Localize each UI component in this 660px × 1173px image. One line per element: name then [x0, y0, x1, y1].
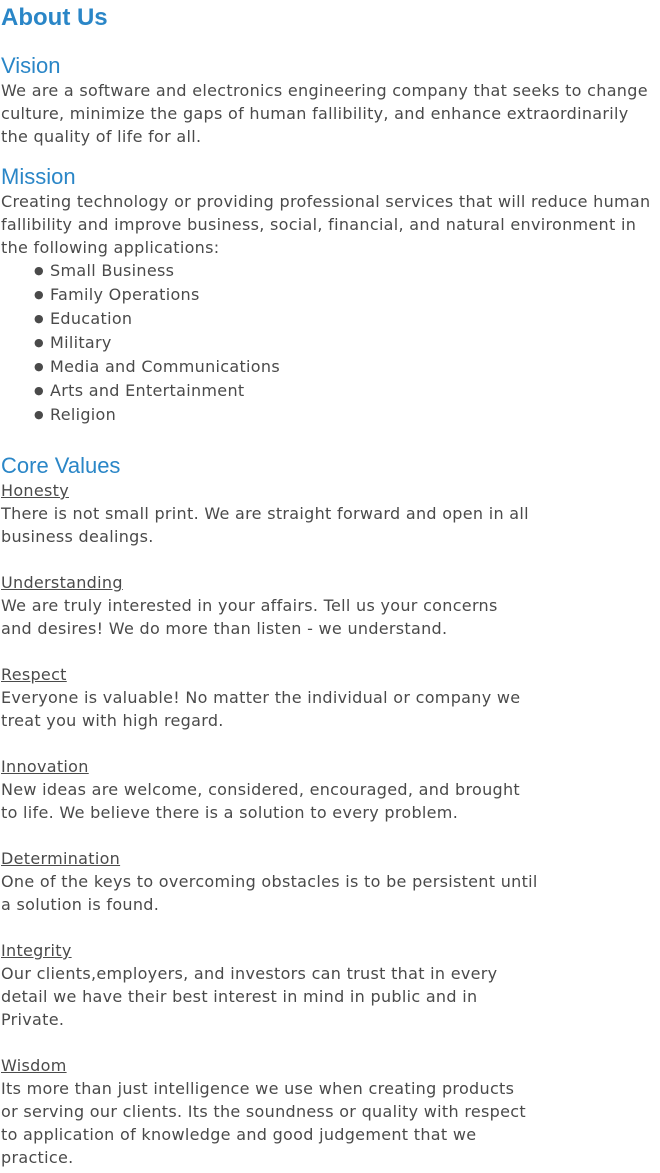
value-understanding: [1, 571, 660, 640]
list-item: ● Arts and Entertainment: [34, 379, 660, 403]
value-line: a solution is found.: [1, 895, 160, 914]
list-item: ● Small Business: [34, 259, 660, 283]
value-wisdom: [1, 1054, 660, 1169]
value-title: Wisdom: [1, 1056, 67, 1075]
value-line: and desires! We do more than listen - we understand.: [1, 619, 448, 638]
value-honesty: [1, 479, 660, 548]
about-page: [0, 3, 660, 1169]
vision-heading: Vision: [1, 53, 61, 78]
value-line: or serving our clients. Its the soundness or quality with respect: [1, 1102, 526, 1121]
value-line: We are truly interested in your affairs. Tell us your concerns: [1, 596, 498, 615]
value-line: Its more than just intelligence we use when creating products: [1, 1079, 515, 1098]
value-line: New ideas are welcome, considered, encouraged, and brought: [1, 780, 520, 799]
list-item: ● Military: [34, 331, 660, 355]
mission-section: [1, 164, 660, 427]
value-line: treat you with high regard.: [1, 711, 224, 730]
value-line: business dealings.: [1, 527, 154, 546]
value-title: Respect: [1, 665, 67, 684]
value-title: Innovation: [1, 757, 89, 776]
value-line: Private.: [1, 1010, 65, 1029]
value-integrity: [1, 939, 660, 1031]
list-item: ● Family Operations: [34, 283, 660, 307]
core-values-section: [1, 453, 660, 1169]
value-title: Honesty: [1, 481, 69, 500]
list-item: ● Media and Communications: [34, 355, 660, 379]
value-line: There is not small print. We are straight forward and open in all: [1, 504, 529, 523]
value-line: Everyone is valuable! No matter the individual or company we: [1, 688, 521, 707]
vision-section: [1, 53, 660, 148]
core-values-heading: Core Values: [1, 453, 121, 478]
value-line: practice.: [1, 1148, 74, 1167]
value-line: One of the keys to overcoming obstacles is to be persistent until: [1, 872, 538, 891]
value-title: Integrity: [1, 941, 72, 960]
page-title: About Us: [1, 4, 108, 31]
value-innovation: [1, 755, 660, 824]
value-title: Determination: [1, 849, 121, 868]
mission-text: Creating technology or providing professional services that will reduce human fallibility and improve business, social, financial, and natural environment in the following applications:: [1, 192, 651, 257]
value-respect: [1, 663, 660, 732]
value-line: to life. We believe there is a solution to every problem.: [1, 803, 459, 822]
list-item: ● Education: [34, 307, 660, 331]
value-determination: [1, 847, 660, 916]
vision-text: We are a software and electronics engineering company that seeks to change culture, minimize the gaps of human fallibility, and enhance extraordinarily the quality of life for all.: [1, 81, 648, 146]
value-title: Understanding: [1, 573, 123, 592]
list-item: ● Religion: [34, 403, 660, 427]
value-line: Our clients,employers, and investors can trust that in every: [1, 964, 498, 983]
value-line: to application of knowledge and good judgement that we: [1, 1125, 477, 1144]
value-line: detail we have their best interest in mind in public and in: [1, 987, 478, 1006]
applications-list: [1, 259, 660, 427]
mission-heading: Mission: [1, 164, 76, 189]
